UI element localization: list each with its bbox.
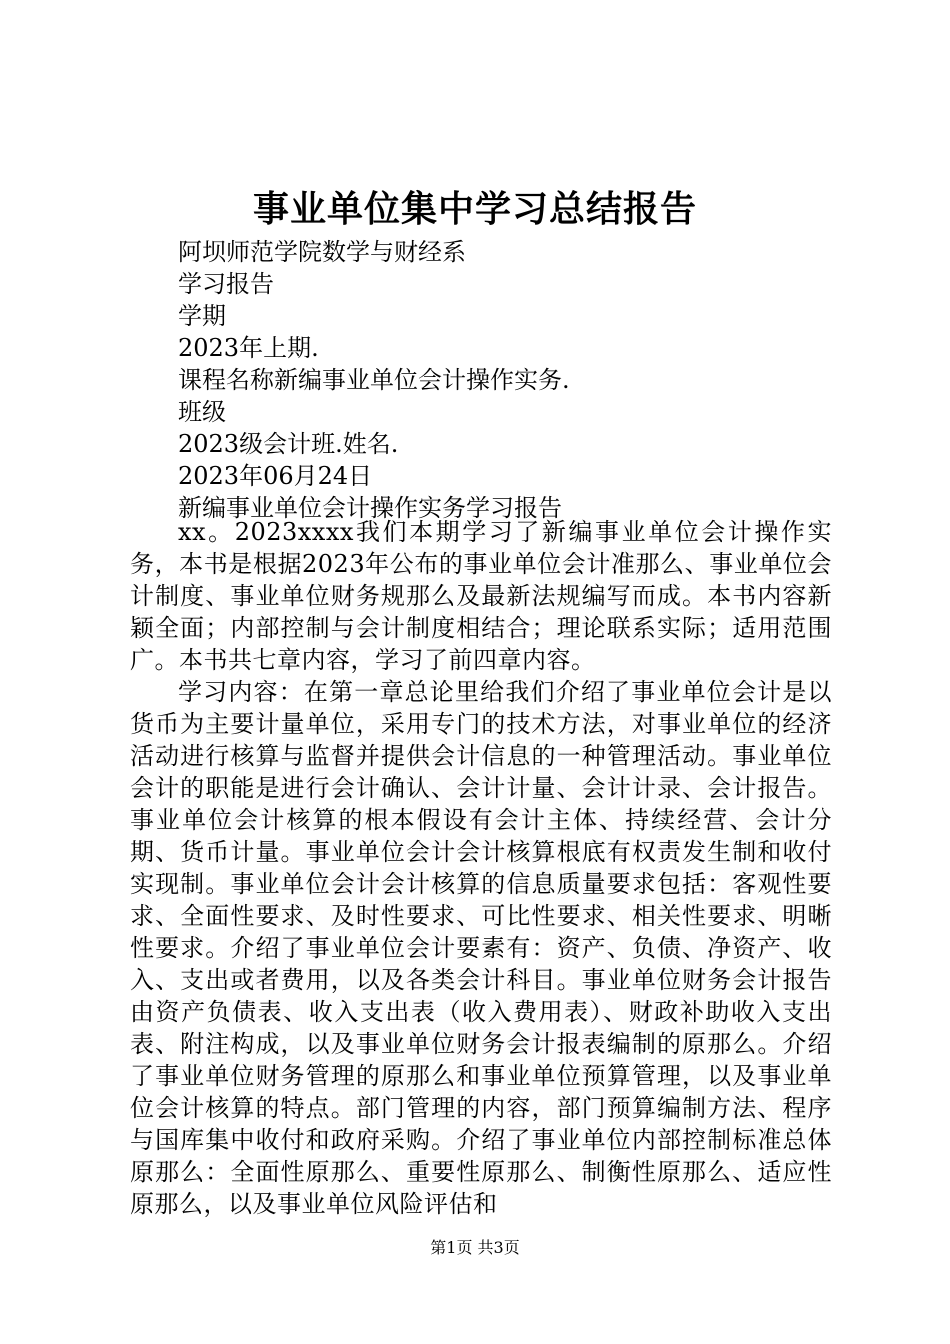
header-line-date: 2023年06月24日 xyxy=(178,462,373,490)
document-body xyxy=(130,516,832,1220)
header-line-course-name: 课程名称新编事业单位会计操作实务. xyxy=(178,366,570,394)
document-title: 事业单位集中学习总结报告 xyxy=(252,188,697,230)
header-line-semester-label: 学期 xyxy=(178,302,226,330)
header-line-class-value: 2023级会计班.姓名. xyxy=(178,430,399,458)
header-line-department: 阿坝师范学院数学与财经系 xyxy=(178,238,466,266)
page-footer: 第1页 共3页 xyxy=(430,1238,520,1257)
header-line-semester-value: 2023年上期. xyxy=(178,334,319,362)
body-paragraph-intro: xx。2023xxxx我们本期学习了新编事业单位会计操作实务，本书是根据2023年公布的事业单位会计准那么、事业单位会计制度、事业单位财务规那么及最新法规编写而成。本书内容新颖全面；内部控制与会计制度相结合；理论联系实际；适用范围广。本书共七章内容，学习了前四章内容。 xyxy=(130,518,832,674)
header-line-report-title: 新编事业单位会计操作实务学习报告 xyxy=(178,494,562,522)
header-line-class-label: 班级 xyxy=(178,398,226,426)
header-line-report-type: 学习报告 xyxy=(178,270,274,298)
document-header-block xyxy=(178,236,878,524)
body-paragraph-content: 学习内容：在第一章总论里给我们介绍了事业单位会计是以货币为主要计量单位，采用专门的技术方法，对事业单位的经济活动进行核算与监督并提供会计信息的一种管理活动。事业单位会计的职能是进行会计确认、会计计量、会计计录、会计报告。事业单位会计核算的根本假设有会计主体、持续经营、会计分期、货币计量。事业单位会计会计核算根底有权责发生制和收付实现制。事业单位会计会计核算的信息质量要求包括：客观性要求、全面性要求、及时性要求、可比性要求、相关性要求、明晰性要求。介绍了事业单位会计要素有：资产、负债、净资产、收入、支出或者费用，以及各类会计科目。事业单位财务会计报告由资产负债表、收入支出表（收入费用表）、财政补助收入支出表、附注构成，以及事业单位财务会计报表编制的原那么。介绍了事业单位财务管理的原那么和事业单位预算管理，以及事业单位会计核算的特点。部门管理的内容，部门预算编制方法、程序与国库集中收付和政府采购。介绍了事业单位内部控制标准总体原那么：全面性原那么、重要性原那么、制衡性原那么、适应性原那么，以及事业单位风险评估和 xyxy=(130,678,832,1218)
